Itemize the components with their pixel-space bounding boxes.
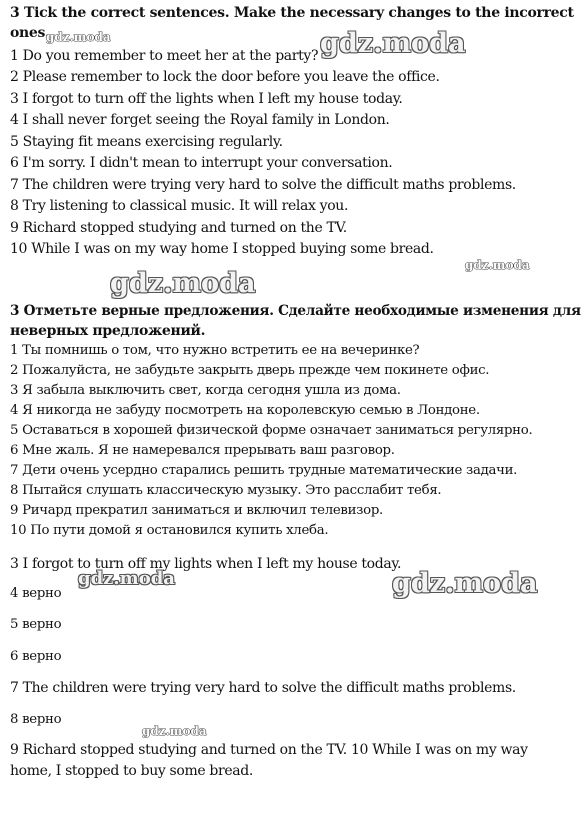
russian-task-heading-line2: неверных предложений.	[10, 323, 206, 339]
english-sentence: 7 The children were trying very hard to solve the difficult maths problems.	[10, 177, 516, 193]
answer-line: 3 I forgot to turn off my lights when I left my house today.	[10, 556, 402, 572]
answer-line: 9 Richard stopped studying and turned on the TV. 10 While I was on my way	[10, 742, 528, 758]
watermark-logo: gdz.moda	[320, 28, 466, 59]
russian-sentence: 1 Ты помнишь о том, что нужно встретить ее на вечеринке?	[10, 343, 420, 358]
watermark-logo: gdz.moda	[110, 268, 256, 299]
english-sentence: 10 While I was on my way home I stopped buying some bread.	[10, 241, 434, 257]
answer-line: 6 верно	[10, 649, 62, 664]
russian-sentence: 2 Пожалуйста, не забудьте закрыть дверь прежде чем покинете офис.	[10, 363, 490, 378]
answer-line: 8 верно	[10, 712, 62, 727]
russian-sentence: 9 Ричард прекратил заниматься и включил телевизор.	[10, 503, 383, 518]
russian-sentence: 10 По пути домой я остановился купить хлеба.	[10, 523, 329, 538]
english-sentence: 6 I'm sorry. I didn't mean to interrupt your conversation.	[10, 155, 393, 171]
english-task-heading-line2: ones.	[10, 25, 50, 41]
watermark-logo: gdz.moda	[46, 30, 111, 44]
answer-line: home, I stopped to buy some bread.	[10, 763, 254, 779]
english-sentence: 9 Richard stopped studying and turned on the TV.	[10, 220, 347, 236]
english-sentence: 1 Do you remember to meet her at the party?	[10, 48, 319, 64]
english-sentence: 2 Please remember to lock the door before you leave the office.	[10, 69, 440, 85]
english-sentence: 4 I shall never forget seeing the Royal family in London.	[10, 112, 390, 128]
russian-sentence: 4 Я никогда не забуду посмотреть на королевскую семью в Лондоне.	[10, 403, 480, 418]
answer-line: 5 верно	[10, 617, 62, 632]
watermark-logo: gdz.moda	[392, 568, 538, 599]
russian-sentence: 5 Оставаться в хорошей физической форме означает заниматься регулярно.	[10, 423, 533, 438]
english-sentence: 3 I forgot to turn off the lights when I left my house today.	[10, 91, 403, 107]
watermark-logo: gdz.moda	[78, 568, 175, 589]
russian-sentence: 7 Дети очень усердно старались решить трудные математические задачи.	[10, 463, 518, 478]
watermark-logo: gdz.moda	[142, 724, 207, 738]
english-task-heading-line1: 3 Tick the correct sentences. Make the necessary changes to the incorrect	[10, 5, 574, 21]
russian-task-heading-line1: 3 Отметьте верные предложения. Сделайте необходимые изменения для	[10, 303, 581, 319]
answer-line: 7 The children were trying very hard to solve the difficult maths problems.	[10, 680, 516, 696]
russian-sentence: 3 Я забыла выключить свет, когда сегодня ушла из дома.	[10, 383, 401, 398]
english-sentence: 5 Staying fit means exercising regularly.	[10, 134, 283, 150]
answer-line: 4 верно	[10, 586, 62, 601]
russian-sentence: 6 Мне жаль. Я не намеревался прерывать ваш разговор.	[10, 443, 395, 458]
english-sentence: 8 Try listening to classical music. It will relax you.	[10, 198, 349, 214]
russian-sentence: 8 Пытайся слушать классическую музыку. Это расслабит тебя.	[10, 483, 442, 498]
watermark-logo: gdz.moda	[465, 258, 530, 272]
